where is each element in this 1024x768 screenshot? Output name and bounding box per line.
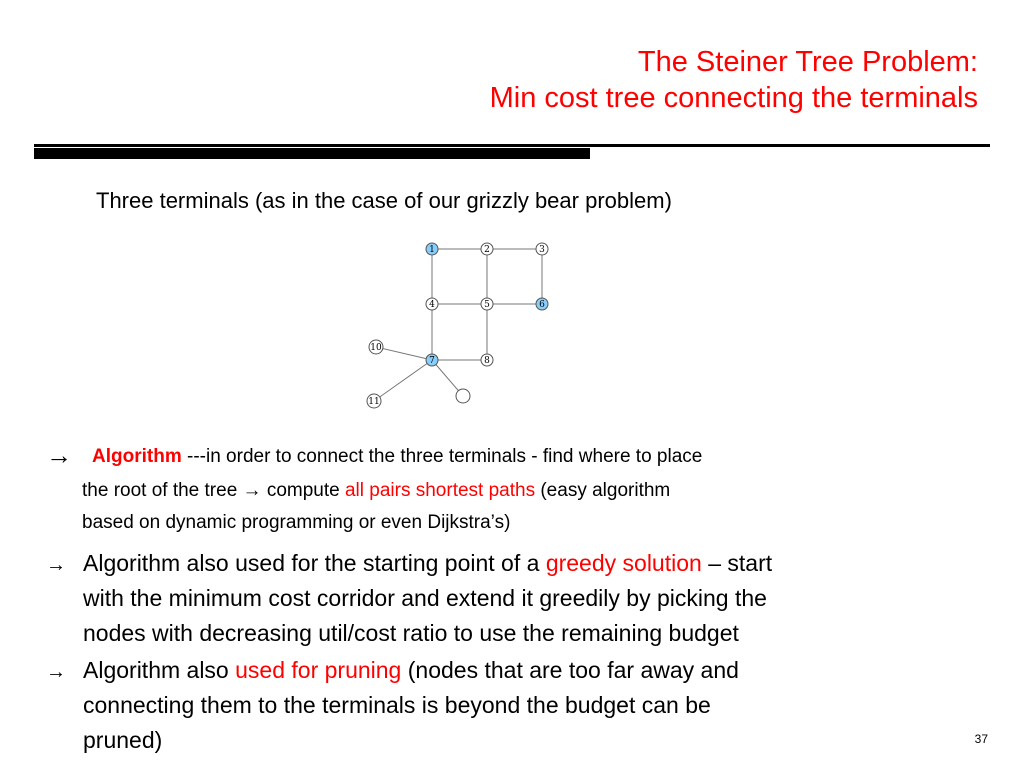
edge-11-7	[374, 360, 432, 401]
node-4	[426, 298, 438, 310]
bullet-1-text-1: ---in order to connect the three terminals - find where to place	[181, 446, 703, 467]
arrow-icon: →	[46, 661, 66, 683]
bullet-2-highlight: greedy solution	[545, 550, 702, 576]
arrow-icon: →	[46, 440, 72, 470]
node-4-label: 4	[429, 300, 435, 310]
node-unlabeled-circle	[456, 389, 470, 403]
node-11-label: 11	[368, 397, 380, 407]
node-7	[426, 354, 438, 366]
graph-edges	[374, 249, 542, 401]
bullet-3-text-1: Algorithm also	[83, 657, 236, 683]
node-7-label: 7	[429, 356, 435, 366]
bullet-1-line-3: based on dynamic programming or even Dijkstra’s)	[82, 512, 511, 533]
node-5-label: 5	[484, 300, 490, 310]
bullet-3-line-3: pruned)	[83, 727, 163, 753]
title-rule-thick	[34, 148, 590, 159]
node-8-label: 8	[484, 356, 490, 366]
node-3	[536, 243, 548, 255]
title-line-2: Min cost tree connecting the terminals	[489, 82, 978, 114]
edge-10-7	[376, 347, 432, 360]
bullet-2-text-1: Algorithm also used for the starting point of a	[83, 550, 546, 576]
bullet-3-line-1	[83, 657, 739, 684]
bullet-1-text-2: the root of the tree → compute	[82, 480, 345, 501]
bullet-3-text-2: (nodes that are too far away and	[401, 657, 739, 683]
node-10	[369, 340, 383, 354]
title-line-1: The Steiner Tree Problem:	[637, 46, 978, 78]
bullet-1-line-2	[82, 480, 670, 502]
bullet-1-text-3: (easy algorithm	[535, 480, 671, 501]
node-2-label: 2	[484, 245, 490, 255]
bullet-3-highlight: used for pruning	[235, 657, 402, 683]
intro-text: Three terminals (as in the case of our grizzly bear problem)	[96, 188, 672, 213]
bullet-2-text-2: – start	[701, 550, 773, 576]
bullet-1-highlight-2: all pairs shortest paths	[344, 480, 536, 501]
node-11	[367, 394, 381, 408]
bullet-3-line-2: connecting them to the terminals is beyond the budget can be	[83, 692, 711, 718]
graph-diagram	[360, 236, 560, 416]
bullet-2-line-1	[83, 550, 772, 577]
node-unlabeled	[456, 389, 470, 403]
node-3-label: 3	[539, 245, 545, 255]
node-5	[481, 298, 493, 310]
node-1	[426, 243, 438, 255]
slide-title	[490, 44, 978, 116]
node-6-label: 6	[539, 300, 545, 310]
arrow-icon: →	[46, 554, 66, 576]
node-6	[536, 298, 548, 310]
bullet-2-line-2: with the minimum cost corridor and extend it greedily by picking the	[83, 585, 767, 611]
title-rule-thin	[34, 144, 990, 147]
page-number: 37	[974, 732, 988, 746]
bullet-2-line-3: nodes with decreasing util/cost ratio to use the remaining budget	[83, 620, 739, 646]
node-2	[481, 243, 493, 255]
node-1-label: 1	[429, 245, 435, 255]
node-8	[481, 354, 493, 366]
bullet-1-highlight: Algorithm	[92, 446, 182, 467]
bullet-1-line-1	[92, 446, 702, 468]
node-10-label: 10	[370, 343, 382, 353]
